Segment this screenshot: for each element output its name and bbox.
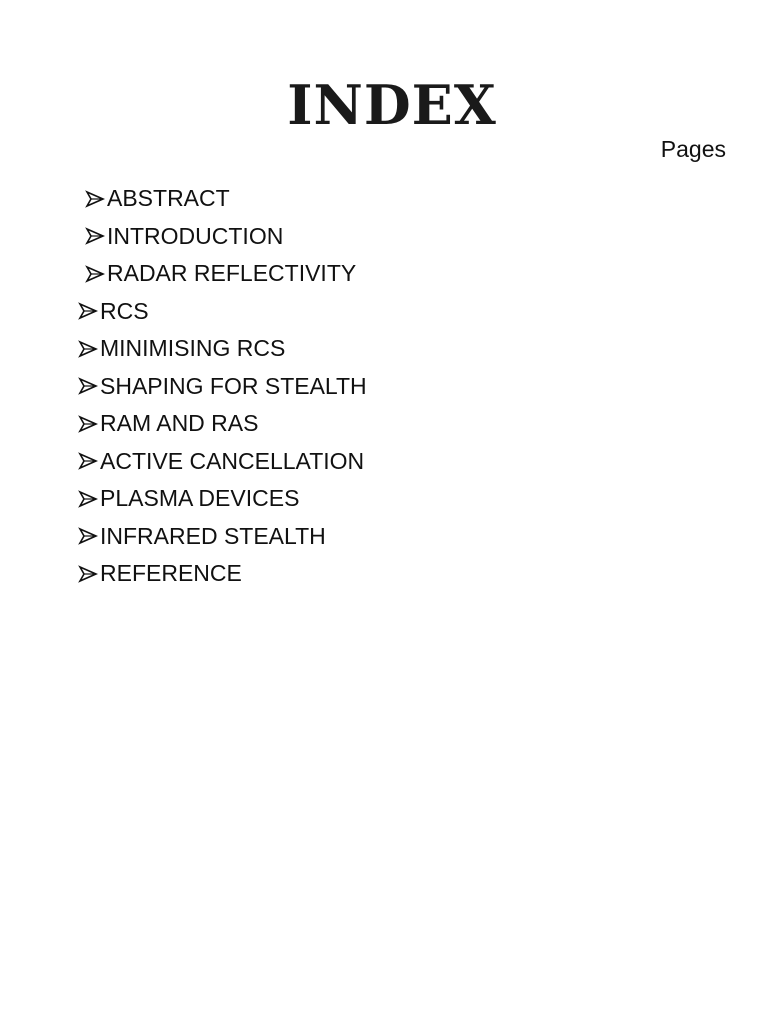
arrow-bullet-icon xyxy=(85,226,105,246)
toc-item-introduction xyxy=(0,218,700,256)
pages-column-header: Pages xyxy=(660,136,726,162)
arrow-bullet-icon xyxy=(78,451,98,471)
toc-item-abstract xyxy=(0,180,700,218)
toc-item-label: MINIMISING RCS xyxy=(100,335,286,362)
toc-item-reference xyxy=(0,555,700,593)
toc-item-rcs xyxy=(0,293,700,331)
arrow-bullet-icon xyxy=(78,301,98,321)
arrow-bullet-icon xyxy=(78,414,98,434)
toc-item-label: RADAR REFLECTIVITY xyxy=(107,260,357,287)
toc-item-label: PLASMA DEVICES xyxy=(100,485,300,512)
table-of-contents xyxy=(0,180,700,593)
toc-item-infrared-stealth xyxy=(0,518,700,556)
toc-item-label: ABSTRACT xyxy=(107,185,230,212)
toc-item-radar-reflectivity xyxy=(0,255,700,293)
toc-item-active-cancellation xyxy=(0,443,700,481)
toc-item-plasma-devices xyxy=(0,480,700,518)
arrow-bullet-icon xyxy=(78,526,98,546)
toc-item-label: RCS xyxy=(100,297,149,324)
toc-item-shaping-for-stealth xyxy=(0,368,700,406)
toc-item-label: RAM AND RAS xyxy=(100,410,259,437)
arrow-bullet-icon xyxy=(78,339,98,359)
toc-item-ram-and-ras xyxy=(0,405,700,443)
toc-item-label: INTRODUCTION xyxy=(107,222,284,249)
toc-item-label: REFERENCE xyxy=(100,560,242,587)
toc-item-label: INFRARED STEALTH xyxy=(100,522,326,549)
arrow-bullet-icon xyxy=(78,376,98,396)
toc-item-minimising-rcs xyxy=(0,330,700,368)
page-title: INDEX xyxy=(287,73,497,138)
arrow-bullet-icon xyxy=(85,189,105,209)
toc-item-label: ACTIVE CANCELLATION xyxy=(100,447,365,474)
arrow-bullet-icon xyxy=(85,264,105,284)
arrow-bullet-icon xyxy=(78,489,98,509)
arrow-bullet-icon xyxy=(78,564,98,584)
toc-item-label: SHAPING FOR STEALTH xyxy=(100,372,367,399)
